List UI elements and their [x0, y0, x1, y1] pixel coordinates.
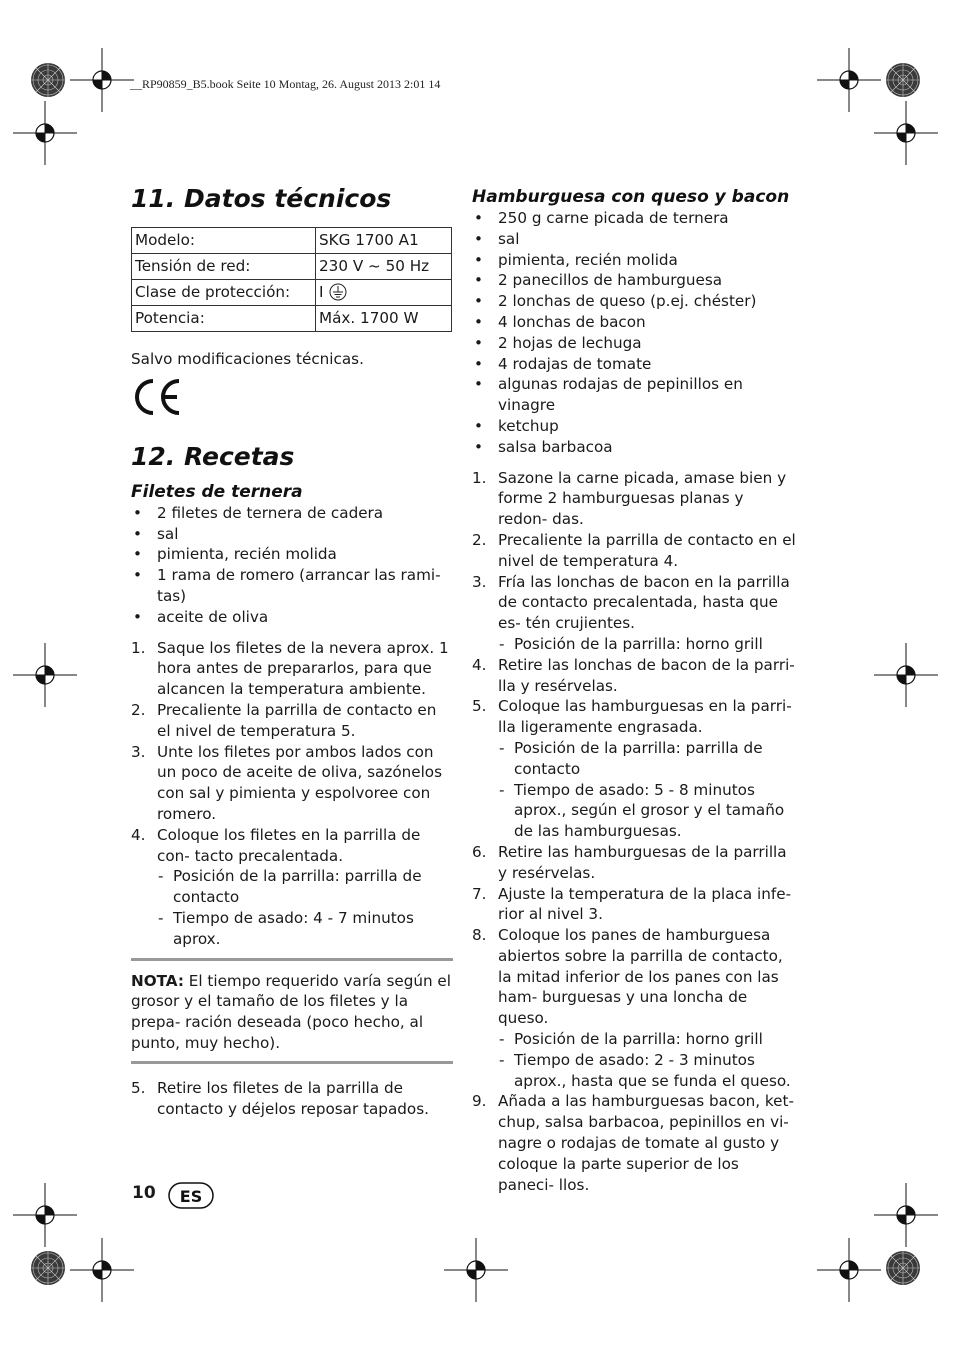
- list-item: • 1 rama de romero (arrancar las rami- tas): [131, 565, 453, 607]
- registration-mark-icon: [70, 48, 134, 112]
- list-item: • 4 rodajas de tomate: [472, 354, 797, 375]
- spec-value-protection: [316, 280, 452, 306]
- step-number: 2.: [472, 530, 487, 549]
- recipe-title-steak: Filetes de ternera: [131, 481, 303, 502]
- sub-list: [157, 866, 453, 949]
- protective-earth-icon: [329, 283, 347, 301]
- step-text: Coloque las hamburguesas en la parri- lla ligeramente engrasada.: [498, 697, 792, 737]
- color-target-icon: [31, 1251, 65, 1285]
- list-item: - Tiempo de asado: 5 - 8 minutos aprox., según el grosor y el tamaño de las hamburguesas.: [498, 780, 797, 842]
- list-item: - Tiempo de asado: 4 - 7 minutos aprox.: [157, 908, 453, 950]
- right-column: [472, 186, 797, 1195]
- sub-list: [498, 738, 797, 842]
- list-item: [131, 1078, 453, 1120]
- list-item: • pimienta, recién molida: [131, 544, 453, 565]
- color-target-icon: [31, 63, 65, 97]
- note-text: El tiempo requerido varía según el grosor y el tamaño de los filetes y la prepa- ración deseada (poco hecho, al punto, muy hecho).: [131, 971, 451, 1052]
- step-text: Retire las hamburguesas de la parrilla y resérvelas.: [498, 842, 787, 882]
- specs-table: [131, 227, 452, 332]
- spec-label: Modelo:: [132, 228, 316, 254]
- step-text: Precaliente la parrilla de contacto en el nivel de temperatura 5.: [157, 700, 437, 740]
- table-row: [132, 254, 452, 280]
- step-number: 2.: [131, 700, 146, 719]
- list-item: - Posición de la parrilla: horno grill: [498, 634, 797, 655]
- registration-mark-icon: [70, 1238, 134, 1302]
- steps-list-steak: [131, 638, 453, 950]
- step-text: Fría las lonchas de bacon en la parrilla de contacto precalentada, hasta que es- tén crujientes.: [498, 572, 790, 633]
- ingredients-list-burger: [472, 208, 797, 458]
- spec-label: Clase de protección:: [132, 280, 316, 306]
- sub-list: [498, 1029, 797, 1091]
- spec-value: I: [319, 283, 324, 302]
- table-row: [132, 280, 452, 306]
- color-target-icon: [886, 1251, 920, 1285]
- sub-list: [498, 634, 797, 655]
- steps-list-steak-cont: [131, 1078, 453, 1120]
- step-number: 5.: [472, 697, 487, 716]
- step-text: Añada a las hamburguesas bacon, ket- chup, salsa barbacoa, pepinillos en vi- nagre o rodajas de tomate al gusto y coloque la parte superior de los paneci- llos.: [498, 1092, 794, 1194]
- note-label: NOTA:: [131, 971, 184, 990]
- spec-label: Tensión de red:: [132, 254, 316, 280]
- spec-label: Potencia:: [132, 306, 316, 332]
- list-item: [472, 696, 797, 842]
- left-column: [131, 182, 453, 1119]
- step-text: Saque los filetes de la nevera aprox. 1 hora antes de prepararlos, para que alcancen la temperatura ambiente.: [157, 638, 449, 699]
- language-badge: [168, 1182, 216, 1214]
- step-number: 9.: [472, 1092, 487, 1111]
- list-item: [131, 700, 453, 742]
- list-item: [472, 884, 797, 926]
- registration-mark-icon: [13, 1183, 77, 1247]
- language-badge-shape: [168, 1182, 216, 1210]
- section-title-recipes: 12. Recetas: [131, 441, 295, 471]
- list-item: [472, 530, 797, 572]
- step-number: 3.: [131, 742, 146, 761]
- step-number: 5.: [131, 1078, 146, 1097]
- section-title-technical-data: 11. Datos técnicos: [131, 184, 392, 213]
- step-number: 4.: [472, 655, 487, 674]
- step-text: Precaliente la parrilla de contacto en el nivel de temperatura 4.: [498, 530, 796, 570]
- list-item: [472, 925, 797, 1091]
- list-item: • ketchup: [472, 416, 797, 437]
- list-item: • aceite de oliva: [131, 607, 453, 628]
- modification-note: Salvo modificaciones técnicas.: [131, 350, 364, 368]
- recipe-title-burger: Hamburguesa con queso y bacon: [472, 187, 790, 207]
- step-number: 7.: [472, 884, 487, 903]
- registration-mark-icon: [444, 1238, 508, 1302]
- list-item: - Posición de la parrilla: parrilla de contacto: [157, 866, 453, 908]
- list-item: • sal: [472, 229, 797, 250]
- ce-mark-icon: [131, 378, 183, 416]
- list-item: • sal: [131, 524, 453, 545]
- list-item: [472, 842, 797, 884]
- list-item: [131, 825, 453, 950]
- list-item: • salsa barbacoa: [472, 437, 797, 458]
- language-code: ES: [179, 1187, 203, 1206]
- registration-mark-icon: [874, 643, 938, 707]
- list-item: • algunas rodajas de pepinillos en vinagre: [472, 374, 797, 416]
- list-item: • 250 g carne picada de ternera: [472, 208, 797, 229]
- list-item: [472, 468, 797, 530]
- spec-value: SKG 1700 A1: [316, 228, 452, 254]
- list-item: [472, 572, 797, 655]
- list-item: - Posición de la parrilla: parrilla de contacto: [498, 738, 797, 780]
- list-item: - Posición de la parrilla: horno grill: [498, 1029, 797, 1050]
- list-item: • 2 lonchas de queso (p.ej. chéster): [472, 291, 797, 312]
- step-text: Sazone la carne picada, amase bien y forme 2 hamburguesas planas y redon- das.: [498, 468, 787, 529]
- registration-mark-icon: [874, 1183, 938, 1247]
- step-text: Unte los filetes por ambos lados con un poco de aceite de oliva, sazónelos con sal y pimienta y espolvoree con romero.: [157, 742, 443, 823]
- step-number: 1.: [472, 468, 487, 487]
- step-number: 4.: [131, 825, 146, 844]
- list-item: • pimienta, recién molida: [472, 250, 797, 271]
- table-row: [132, 306, 452, 332]
- list-item: [131, 742, 453, 825]
- step-text: Coloque los filetes en la parrilla de con- tacto precalentada.: [157, 825, 421, 865]
- ingredients-list-steak: [131, 503, 453, 628]
- list-item: • 2 filetes de ternera de cadera: [131, 503, 453, 524]
- list-item: [131, 638, 453, 700]
- step-number: 6.: [472, 842, 487, 861]
- step-text: Retire las lonchas de bacon de la parri- lla y resérvelas.: [498, 655, 795, 695]
- registration-mark-icon: [874, 101, 938, 165]
- list-item: [472, 655, 797, 697]
- step-number: 3.: [472, 572, 487, 591]
- step-number: 8.: [472, 926, 487, 945]
- list-item: • 4 lonchas de bacon: [472, 312, 797, 333]
- step-text: Coloque los panes de hamburguesa abiertos sobre la parrilla de contacto, la mitad inferior de los panes con las ham- burguesas y una loncha de queso.: [498, 926, 783, 1028]
- list-item: • 2 panecillos de hamburguesa: [472, 270, 797, 291]
- registration-mark-icon: [817, 48, 881, 112]
- step-text: Retire los filetes de la parrilla de contacto y déjelos reposar tapados.: [157, 1078, 429, 1118]
- list-item: - Tiempo de asado: 2 - 3 minutos aprox., hasta que se funda el queso.: [498, 1050, 797, 1092]
- steps-list-burger: [472, 468, 797, 1196]
- table-row: [132, 228, 452, 254]
- page-number: 10: [132, 1183, 156, 1203]
- step-number: 1.: [131, 638, 146, 657]
- registration-mark-icon: [13, 101, 77, 165]
- registration-mark-icon: [13, 643, 77, 707]
- registration-mark-icon: [817, 1238, 881, 1302]
- step-text: Ajuste la temperatura de la placa infe- rior al nivel 3.: [498, 884, 792, 924]
- color-target-icon: [886, 63, 920, 97]
- spec-value: Máx. 1700 W: [316, 306, 452, 332]
- list-item: • 2 hojas de lechuga: [472, 333, 797, 354]
- note-box: [131, 958, 453, 1064]
- list-item: [472, 1091, 797, 1195]
- spec-value: 230 V ~ 50 Hz: [316, 254, 452, 280]
- print-header: __RP90859_B5.book Seite 10 Montag, 26. August 2013 2:01 14: [130, 77, 441, 91]
